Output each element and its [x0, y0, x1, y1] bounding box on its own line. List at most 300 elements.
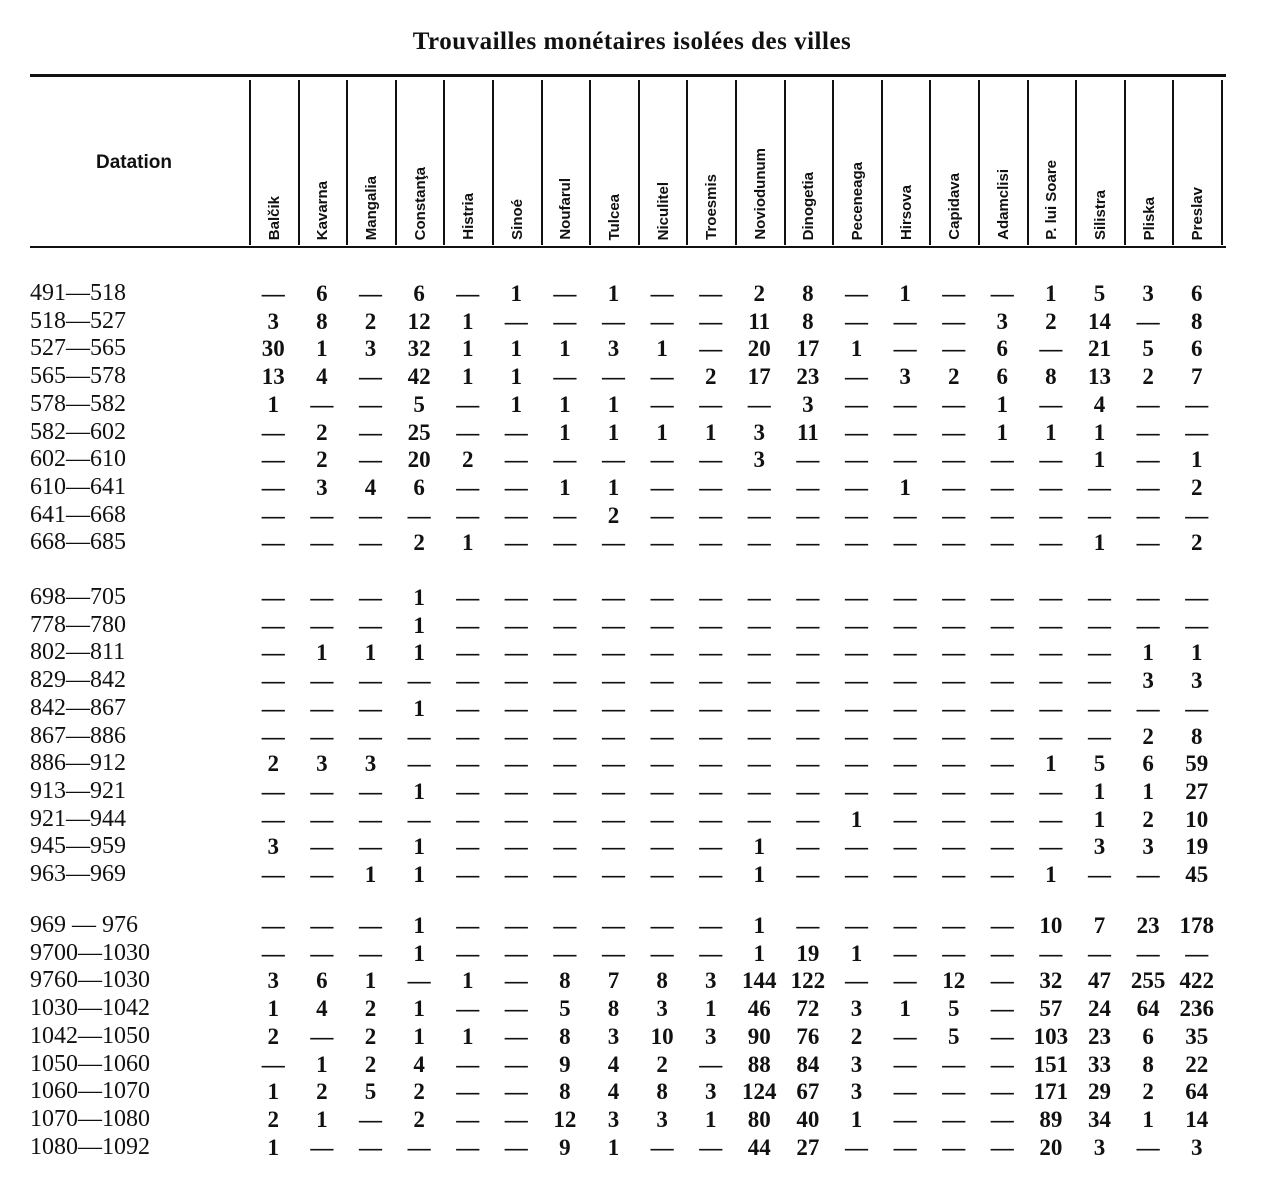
- count-cell: 1: [899, 281, 911, 306]
- date-range: 969 — 976: [30, 912, 138, 938]
- count-cell: —: [699, 778, 723, 804]
- count-cell: —: [650, 308, 674, 334]
- table-row: [0, 967, 1264, 994]
- date-range: 1070—1080: [30, 1105, 150, 1132]
- count-cell: —: [1136, 612, 1160, 638]
- count-cell: 1: [559, 391, 571, 417]
- count-cell: —: [310, 940, 334, 966]
- column-header: [591, 80, 638, 240]
- count-cell: 3: [656, 996, 668, 1022]
- count-cell: 1: [899, 474, 911, 500]
- count-cell: —: [261, 474, 285, 500]
- count-cell: —: [553, 806, 577, 832]
- count-cell: 6: [996, 336, 1009, 362]
- datation-header: Datation: [96, 152, 172, 173]
- count-cell: —: [699, 1051, 723, 1077]
- count-cell: —: [358, 364, 382, 390]
- count-cell: 7: [1190, 364, 1203, 390]
- count-cell: —: [601, 530, 625, 556]
- count-cell: —: [553, 447, 577, 473]
- count-cell: —: [358, 419, 382, 445]
- count-cell: 1: [559, 336, 571, 362]
- count-cell: 3: [607, 1023, 620, 1049]
- count-cell: —: [407, 806, 431, 832]
- count-cell: —: [942, 391, 966, 417]
- count-cell: —: [504, 419, 528, 445]
- count-cell: —: [942, 530, 966, 556]
- count-cell: —: [844, 640, 868, 666]
- column-header-label: Pliska: [1140, 196, 1158, 240]
- count-cell: —: [990, 1106, 1014, 1132]
- count-cell: —: [893, 968, 917, 994]
- count-cell: 3: [607, 1106, 620, 1132]
- date-range: 565—578: [30, 363, 126, 390]
- count-cell: 2: [413, 530, 425, 556]
- count-cell: 1: [850, 1106, 863, 1132]
- count-cell: —: [699, 751, 723, 777]
- count-cell: —: [844, 612, 868, 638]
- count-cell: —: [844, 968, 868, 994]
- date-range: 1080—1092: [30, 1133, 150, 1160]
- count-cell: —: [553, 308, 577, 334]
- count-cell: —: [407, 1134, 431, 1160]
- count-cell: —: [504, 751, 528, 777]
- count-cell: —: [796, 612, 820, 638]
- count-cell: 3: [802, 391, 814, 417]
- count-cell: 3: [1190, 668, 1203, 694]
- count-cell: 1: [704, 996, 717, 1022]
- count-cell: —: [699, 640, 723, 666]
- table-row: [0, 912, 1264, 939]
- count-cell: 8: [559, 968, 571, 994]
- count-cell: 1: [559, 474, 571, 500]
- count-cell: —: [990, 1079, 1014, 1105]
- count-cell: —: [456, 585, 480, 610]
- count-cell: —: [747, 778, 771, 804]
- column-header-label: Dinogetia: [800, 171, 818, 240]
- count-cell: 64: [1136, 996, 1160, 1022]
- count-cell: —: [990, 913, 1014, 938]
- count-cell: 8: [656, 968, 668, 994]
- count-cell: 1: [607, 391, 620, 417]
- count-cell: —: [990, 1051, 1014, 1077]
- count-cell: —: [650, 502, 674, 528]
- count-cell: —: [1185, 419, 1209, 445]
- count-cell: —: [796, 640, 820, 666]
- count-cell: —: [990, 502, 1014, 528]
- column-header-label: Preslav: [1189, 186, 1207, 240]
- count-cell: —: [310, 695, 334, 721]
- count-cell: 1: [413, 834, 425, 860]
- count-cell: 1: [1190, 640, 1203, 666]
- count-cell: —: [699, 447, 723, 473]
- count-cell: 2: [316, 419, 328, 445]
- count-cell: 5: [1142, 336, 1154, 362]
- count-cell: —: [358, 668, 382, 694]
- count-cell: —: [699, 612, 723, 638]
- count-cell: 27: [1185, 778, 1209, 804]
- column-header: [494, 80, 541, 240]
- count-cell: —: [990, 474, 1014, 500]
- date-range: 802—811: [30, 639, 126, 666]
- count-cell: 1: [656, 419, 668, 445]
- count-cell: 1: [413, 612, 425, 638]
- count-cell: —: [553, 585, 577, 610]
- count-cell: —: [844, 778, 868, 804]
- column-header-label: Balčik: [265, 195, 283, 240]
- date-range: 1060—1070: [30, 1078, 150, 1105]
- count-cell: 3: [1142, 281, 1154, 306]
- count-cell: —: [601, 778, 625, 804]
- count-cell: —: [699, 723, 723, 749]
- count-cell: —: [942, 695, 966, 721]
- count-cell: —: [990, 996, 1014, 1022]
- count-cell: 9: [559, 1051, 571, 1077]
- count-cell: —: [942, 723, 966, 749]
- count-cell: 6: [1190, 281, 1203, 306]
- count-cell: 1: [559, 419, 571, 445]
- count-cell: —: [747, 585, 771, 610]
- count-cell: 1: [413, 862, 425, 887]
- count-cell: 1: [899, 996, 911, 1022]
- column-header: [883, 80, 930, 240]
- count-cell: —: [650, 474, 674, 500]
- count-cell: —: [601, 585, 625, 610]
- count-cell: —: [893, 530, 917, 556]
- count-cell: —: [990, 968, 1014, 994]
- count-cell: 10: [1185, 806, 1209, 832]
- count-cell: —: [893, 751, 917, 777]
- count-cell: 1: [461, 336, 474, 362]
- count-cell: —: [601, 364, 625, 390]
- date-range: 921—944: [30, 805, 126, 832]
- count-cell: —: [844, 391, 868, 417]
- count-cell: —: [407, 968, 431, 994]
- count-cell: —: [747, 806, 771, 832]
- date-range: 698—705: [30, 584, 126, 610]
- count-cell: —: [699, 668, 723, 694]
- count-cell: —: [1039, 778, 1063, 804]
- count-cell: 8: [607, 996, 620, 1022]
- count-cell: 1: [461, 530, 474, 556]
- count-cell: —: [504, 502, 528, 528]
- count-cell: 6: [1142, 1023, 1154, 1049]
- count-cell: —: [747, 640, 771, 666]
- count-cell: 1: [316, 336, 328, 362]
- count-cell: —: [310, 834, 334, 860]
- count-cell: 1: [704, 1106, 717, 1132]
- count-cell: 3: [267, 834, 280, 860]
- date-range: 518—527: [30, 307, 126, 334]
- count-cell: 8: [656, 1079, 668, 1105]
- count-cell: 2: [1190, 530, 1203, 556]
- count-cell: —: [893, 723, 917, 749]
- count-cell: 10: [650, 1023, 674, 1049]
- count-cell: 1: [704, 419, 717, 445]
- column-header: [397, 80, 444, 240]
- count-cell: 2: [1142, 1079, 1154, 1105]
- count-cell: —: [650, 585, 674, 610]
- count-cell: 3: [364, 336, 377, 362]
- count-cell: —: [893, 668, 917, 694]
- column-header: [543, 80, 590, 240]
- count-cell: 2: [267, 751, 280, 777]
- count-cell: —: [456, 806, 480, 832]
- count-cell: —: [1039, 585, 1063, 610]
- count-cell: —: [942, 913, 966, 938]
- count-cell: —: [844, 502, 868, 528]
- count-cell: —: [504, 778, 528, 804]
- date-range: 9700—1030: [30, 939, 150, 966]
- count-cell: —: [699, 474, 723, 500]
- count-cell: —: [1136, 419, 1160, 445]
- count-cell: 2: [267, 1106, 280, 1132]
- count-cell: —: [844, 723, 868, 749]
- count-cell: 1: [461, 968, 474, 994]
- count-cell: —: [990, 806, 1014, 832]
- count-cell: 2: [656, 1051, 668, 1077]
- count-cell: —: [261, 940, 285, 966]
- column-header: [1174, 80, 1221, 240]
- count-cell: —: [990, 447, 1014, 473]
- count-cell: —: [844, 1134, 868, 1160]
- count-cell: 9: [559, 1134, 571, 1160]
- count-cell: —: [650, 447, 674, 473]
- count-cell: —: [261, 806, 285, 832]
- count-cell: —: [1136, 695, 1160, 721]
- count-cell: 90: [747, 1023, 771, 1049]
- date-range: 886—912: [30, 750, 126, 777]
- count-cell: —: [796, 447, 820, 473]
- table-row: [0, 723, 1264, 750]
- count-cell: 3: [704, 968, 717, 994]
- count-cell: —: [844, 834, 868, 860]
- count-cell: —: [456, 778, 480, 804]
- table-row: [0, 778, 1264, 805]
- count-cell: 1: [461, 1023, 474, 1049]
- count-cell: —: [358, 391, 382, 417]
- date-range: 1030—1042: [30, 995, 150, 1022]
- count-cell: —: [796, 502, 820, 528]
- date-range: 9760—1030: [30, 967, 150, 994]
- column-header-label: Capidava: [946, 173, 964, 240]
- count-cell: —: [1039, 640, 1063, 666]
- count-cell: 1: [413, 1023, 425, 1049]
- count-cell: 35: [1185, 1023, 1209, 1049]
- count-cell: 1: [753, 834, 766, 860]
- count-cell: 1: [850, 336, 863, 362]
- count-cell: —: [1185, 695, 1209, 721]
- count-cell: —: [553, 612, 577, 638]
- count-cell: —: [844, 474, 868, 500]
- count-cell: —: [844, 530, 868, 556]
- count-cell: —: [310, 723, 334, 749]
- count-cell: —: [1185, 502, 1209, 528]
- count-cell: —: [261, 447, 285, 473]
- count-cell: —: [942, 1134, 966, 1160]
- count-cell: 1: [1045, 862, 1057, 887]
- count-cell: 1: [510, 336, 523, 362]
- count-cell: —: [699, 585, 723, 610]
- count-cell: 20: [747, 336, 771, 362]
- count-cell: 1: [607, 281, 620, 306]
- count-cell: —: [650, 834, 674, 860]
- count-cell: —: [504, 806, 528, 832]
- count-cell: —: [844, 751, 868, 777]
- count-cell: 1: [1142, 778, 1154, 804]
- count-cell: —: [310, 1134, 334, 1160]
- count-cell: —: [699, 530, 723, 556]
- column-header: [1077, 80, 1124, 240]
- count-cell: 3: [267, 308, 280, 334]
- count-cell: 11: [748, 308, 771, 334]
- count-cell: 20: [1039, 1134, 1063, 1160]
- count-cell: 3: [267, 968, 280, 994]
- count-cell: —: [601, 913, 625, 938]
- count-cell: —: [1039, 447, 1063, 473]
- count-cell: 33: [1087, 1051, 1111, 1077]
- count-cell: —: [553, 502, 577, 528]
- count-cell: 178: [1179, 913, 1214, 938]
- count-cell: 5: [947, 996, 960, 1022]
- count-cell: 3: [1093, 834, 1106, 860]
- count-cell: —: [990, 778, 1014, 804]
- count-cell: —: [358, 695, 382, 721]
- count-cell: —: [893, 940, 917, 966]
- count-cell: —: [893, 913, 917, 938]
- count-cell: 8: [559, 1079, 571, 1105]
- count-cell: 88: [747, 1051, 771, 1077]
- count-cell: —: [261, 585, 285, 610]
- column-header-label: Noviodunum: [751, 148, 769, 240]
- count-cell: —: [601, 308, 625, 334]
- count-cell: 1: [1142, 1106, 1154, 1132]
- count-cell: 23: [1136, 913, 1160, 938]
- count-cell: 2: [413, 1106, 425, 1132]
- count-cell: —: [844, 447, 868, 473]
- count-cell: 1: [656, 336, 668, 362]
- date-range: 778—780: [30, 611, 126, 638]
- count-cell: —: [601, 640, 625, 666]
- count-cell: —: [261, 913, 285, 938]
- count-cell: 6: [1142, 751, 1154, 777]
- count-cell: 1: [413, 940, 425, 966]
- count-cell: —: [844, 668, 868, 694]
- count-cell: 8: [316, 308, 328, 334]
- count-cell: —: [601, 612, 625, 638]
- count-cell: 14: [1087, 308, 1111, 334]
- count-cell: —: [990, 862, 1014, 887]
- count-cell: 4: [316, 364, 328, 390]
- count-cell: —: [942, 862, 966, 887]
- count-cell: 6: [1190, 336, 1203, 362]
- count-cell: —: [456, 419, 480, 445]
- count-cell: —: [553, 834, 577, 860]
- column-header-label: Peceneaga: [848, 161, 866, 240]
- count-cell: —: [699, 862, 723, 887]
- count-cell: —: [504, 1051, 528, 1077]
- count-cell: —: [699, 281, 723, 306]
- count-cell: 89: [1039, 1106, 1063, 1132]
- count-cell: —: [1136, 391, 1160, 417]
- column-header-label: Troesmis: [703, 174, 721, 240]
- count-cell: 17: [796, 336, 820, 362]
- count-cell: —: [601, 940, 625, 966]
- date-range: 867—886: [30, 722, 126, 749]
- count-cell: 2: [607, 502, 620, 528]
- count-cell: 1: [413, 585, 425, 610]
- count-cell: —: [358, 502, 382, 528]
- count-cell: 67: [796, 1079, 820, 1105]
- date-range: 1050—1060: [30, 1050, 150, 1077]
- count-cell: 1: [267, 391, 280, 417]
- count-cell: —: [699, 1134, 723, 1160]
- count-cell: —: [1136, 585, 1160, 610]
- count-cell: 40: [796, 1106, 820, 1132]
- count-cell: 34: [1087, 1106, 1111, 1132]
- count-cell: —: [699, 336, 723, 362]
- column-header-label: Tulcea: [605, 193, 623, 240]
- table-row: [0, 308, 1264, 335]
- count-cell: 2: [1142, 723, 1154, 749]
- count-cell: 103: [1033, 1023, 1069, 1049]
- count-cell: —: [1136, 862, 1160, 887]
- count-cell: 3: [607, 336, 620, 362]
- count-cell: —: [553, 751, 577, 777]
- count-cell: —: [942, 640, 966, 666]
- count-cell: —: [456, 913, 480, 938]
- count-cell: —: [456, 391, 480, 417]
- column-header-label: Kavarna: [314, 180, 332, 240]
- count-cell: 1: [753, 862, 766, 887]
- count-cell: —: [1136, 447, 1160, 473]
- count-cell: 1: [461, 308, 474, 334]
- count-cell: —: [358, 447, 382, 473]
- count-cell: —: [942, 502, 966, 528]
- count-cell: —: [601, 806, 625, 832]
- count-cell: 1: [413, 913, 425, 938]
- count-cell: —: [358, 1134, 382, 1160]
- count-cell: —: [1039, 474, 1063, 500]
- count-cell: 5: [1093, 751, 1106, 777]
- count-cell: —: [844, 308, 868, 334]
- count-cell: —: [504, 640, 528, 666]
- table-row: [0, 391, 1264, 418]
- table-row: [0, 1134, 1264, 1161]
- count-cell: —: [456, 668, 480, 694]
- count-cell: 5: [413, 391, 425, 417]
- date-range: 842—867: [30, 694, 126, 721]
- count-cell: 3: [316, 751, 328, 777]
- count-cell: —: [650, 940, 674, 966]
- count-cell: 2: [1142, 806, 1154, 832]
- count-cell: 5: [1093, 281, 1106, 306]
- count-cell: —: [796, 806, 820, 832]
- count-cell: —: [650, 640, 674, 666]
- table-row: [0, 474, 1264, 501]
- count-cell: —: [990, 281, 1014, 306]
- count-cell: 1: [850, 806, 863, 832]
- count-cell: —: [747, 612, 771, 638]
- count-cell: 80: [747, 1106, 771, 1132]
- count-cell: —: [553, 668, 577, 694]
- count-cell: —: [1087, 940, 1111, 966]
- count-cell: —: [1185, 585, 1209, 610]
- column-header-label: Adamclisi: [994, 169, 1012, 240]
- count-cell: 1: [1045, 419, 1057, 445]
- count-cell: —: [1136, 530, 1160, 556]
- count-cell: 1: [510, 364, 523, 390]
